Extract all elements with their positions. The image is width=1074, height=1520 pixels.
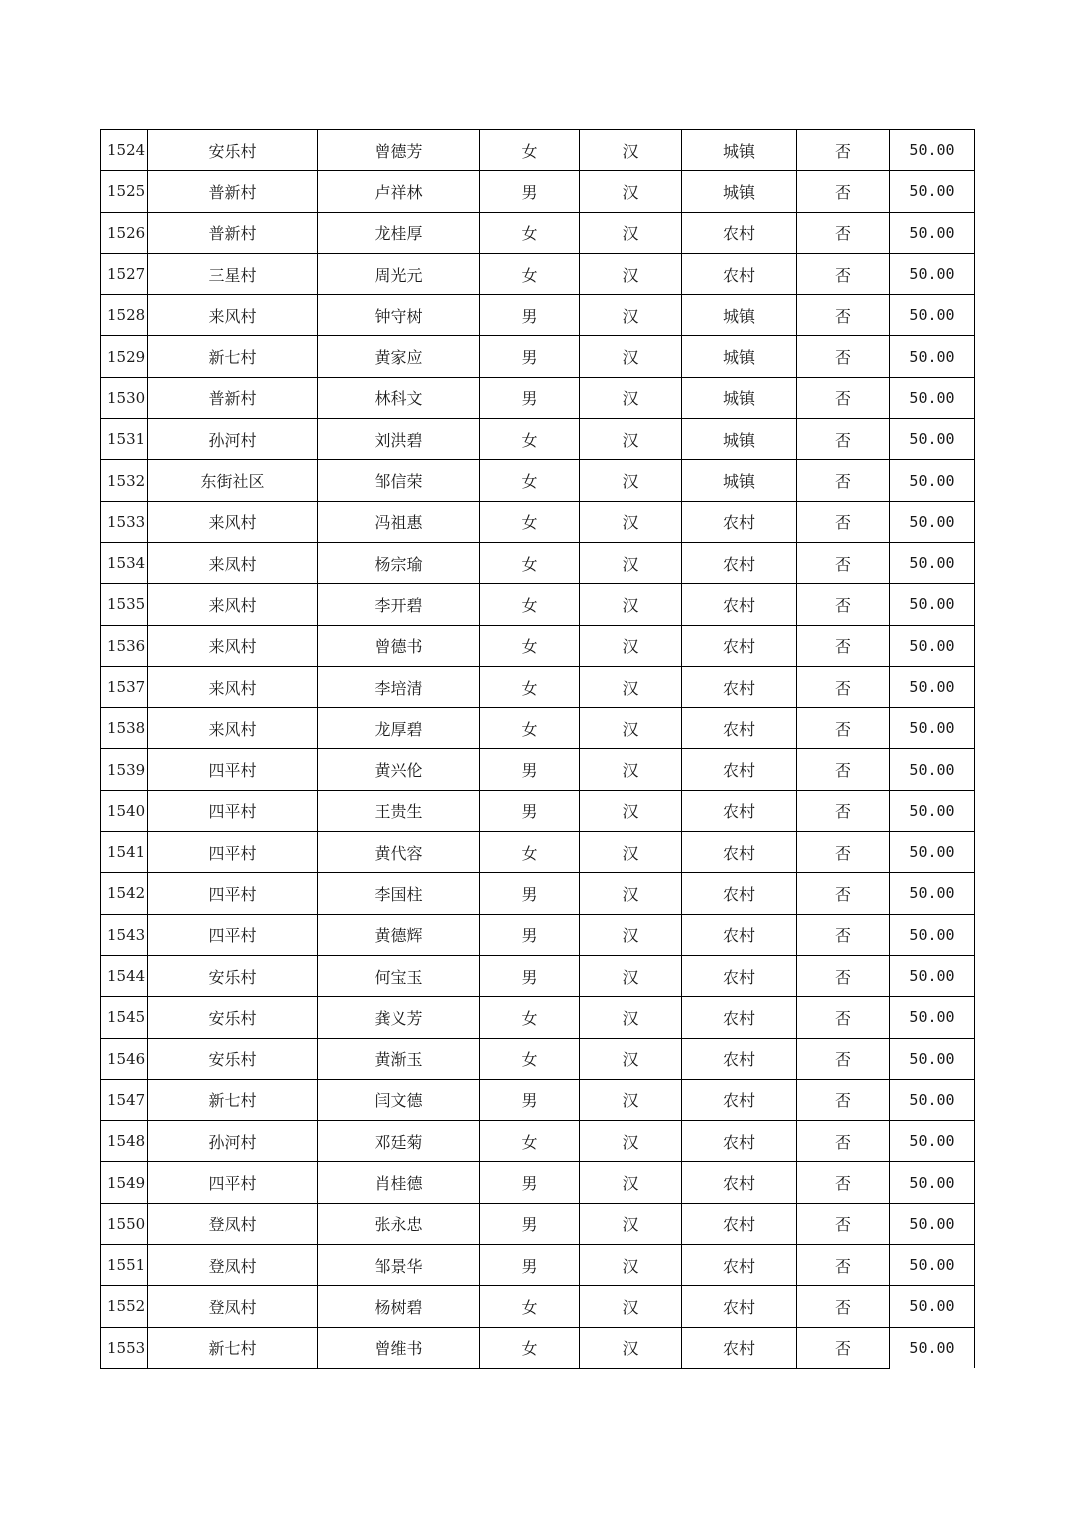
flag-cell: 否 (797, 542, 890, 583)
name-cell: 曾德芳 (318, 130, 480, 171)
serial-number-cell: 1539 (101, 749, 148, 790)
table-row (101, 1245, 975, 1286)
flag-cell: 否 (797, 1245, 890, 1286)
household-type-cell: 农村 (682, 212, 797, 253)
flag-cell: 否 (797, 130, 890, 171)
gender-cell: 男 (480, 1245, 580, 1286)
household-type-cell: 农村 (682, 1286, 797, 1327)
amount-cell: 50.00 (890, 419, 975, 460)
gender-cell: 女 (480, 832, 580, 873)
name-cell: 龙厚碧 (318, 708, 480, 749)
flag-cell: 否 (797, 790, 890, 831)
table-row (101, 171, 975, 212)
name-cell: 邹景华 (318, 1245, 480, 1286)
ethnicity-cell: 汉 (580, 1121, 682, 1162)
household-type-cell: 城镇 (682, 171, 797, 212)
table-row (101, 542, 975, 583)
serial-number-cell: 1550 (101, 1203, 148, 1244)
gender-cell: 女 (480, 997, 580, 1038)
village-cell: 来风村 (148, 584, 318, 625)
village-cell: 安乐村 (148, 997, 318, 1038)
table-row (101, 832, 975, 873)
ethnicity-cell: 汉 (580, 1079, 682, 1120)
flag-cell: 否 (797, 336, 890, 377)
name-cell: 龚义芳 (318, 997, 480, 1038)
table-row (101, 873, 975, 914)
household-type-cell: 农村 (682, 1245, 797, 1286)
village-cell: 四平村 (148, 873, 318, 914)
ethnicity-cell: 汉 (580, 253, 682, 294)
gender-cell: 男 (480, 955, 580, 996)
household-type-cell: 城镇 (682, 336, 797, 377)
name-cell: 冯祖惠 (318, 501, 480, 542)
name-cell: 黄渐玉 (318, 1038, 480, 1079)
ethnicity-cell: 汉 (580, 1038, 682, 1079)
name-cell: 刘洪碧 (318, 419, 480, 460)
table-row (101, 1038, 975, 1079)
village-cell: 登凤村 (148, 1203, 318, 1244)
gender-cell: 男 (480, 295, 580, 336)
village-cell: 四平村 (148, 914, 318, 955)
table-row (101, 708, 975, 749)
household-type-cell: 农村 (682, 1038, 797, 1079)
household-type-cell: 农村 (682, 1079, 797, 1120)
amount-cell: 50.00 (890, 1162, 975, 1203)
flag-cell: 否 (797, 1038, 890, 1079)
amount-cell: 50.00 (890, 336, 975, 377)
flag-cell: 否 (797, 1121, 890, 1162)
table-row (101, 955, 975, 996)
serial-number-cell: 1534 (101, 542, 148, 583)
gender-cell: 女 (480, 501, 580, 542)
flag-cell: 否 (797, 914, 890, 955)
household-type-cell: 农村 (682, 584, 797, 625)
name-cell: 黄兴伦 (318, 749, 480, 790)
amount-cell: 50.00 (890, 790, 975, 831)
flag-cell: 否 (797, 584, 890, 625)
roster-body (101, 130, 975, 1369)
ethnicity-cell: 汉 (580, 832, 682, 873)
household-type-cell: 农村 (682, 542, 797, 583)
serial-number-cell: 1546 (101, 1038, 148, 1079)
household-type-cell: 城镇 (682, 460, 797, 501)
serial-number-cell: 1543 (101, 914, 148, 955)
flag-cell: 否 (797, 749, 890, 790)
name-cell: 李培清 (318, 666, 480, 707)
gender-cell: 男 (480, 790, 580, 831)
household-type-cell: 农村 (682, 997, 797, 1038)
serial-number-cell: 1551 (101, 1245, 148, 1286)
serial-number-cell: 1531 (101, 419, 148, 460)
ethnicity-cell: 汉 (580, 171, 682, 212)
gender-cell: 女 (480, 542, 580, 583)
ethnicity-cell: 汉 (580, 336, 682, 377)
table-row (101, 419, 975, 460)
name-cell: 李开碧 (318, 584, 480, 625)
serial-number-cell: 1525 (101, 171, 148, 212)
serial-number-cell: 1542 (101, 873, 148, 914)
gender-cell: 女 (480, 1038, 580, 1079)
flag-cell: 否 (797, 501, 890, 542)
ethnicity-cell: 汉 (580, 377, 682, 418)
village-cell: 新七村 (148, 1079, 318, 1120)
serial-number-cell: 1547 (101, 1079, 148, 1120)
table-row (101, 295, 975, 336)
name-cell: 李国柱 (318, 873, 480, 914)
serial-number-cell: 1526 (101, 212, 148, 253)
name-cell: 卢祥林 (318, 171, 480, 212)
village-cell: 来风村 (148, 666, 318, 707)
roster-table (100, 129, 975, 1369)
serial-number-cell: 1524 (101, 130, 148, 171)
table-row (101, 790, 975, 831)
household-type-cell: 农村 (682, 914, 797, 955)
flag-cell: 否 (797, 1327, 890, 1368)
table-row (101, 1327, 975, 1368)
ethnicity-cell: 汉 (580, 212, 682, 253)
village-cell: 孙河村 (148, 1121, 318, 1162)
ethnicity-cell: 汉 (580, 584, 682, 625)
gender-cell: 女 (480, 1121, 580, 1162)
village-cell: 三星村 (148, 253, 318, 294)
amount-cell: 50.00 (890, 1121, 975, 1162)
gender-cell: 女 (480, 625, 580, 666)
name-cell: 肖桂德 (318, 1162, 480, 1203)
table-row (101, 460, 975, 501)
amount-cell: 50.00 (890, 914, 975, 955)
household-type-cell: 农村 (682, 832, 797, 873)
table-row (101, 253, 975, 294)
flag-cell: 否 (797, 460, 890, 501)
table-row (101, 336, 975, 377)
household-type-cell: 农村 (682, 253, 797, 294)
ethnicity-cell: 汉 (580, 460, 682, 501)
gender-cell: 女 (480, 708, 580, 749)
table-row (101, 1121, 975, 1162)
amount-cell: 50.00 (890, 1286, 975, 1327)
flag-cell: 否 (797, 832, 890, 873)
household-type-cell: 农村 (682, 1162, 797, 1203)
serial-number-cell: 1552 (101, 1286, 148, 1327)
gender-cell: 男 (480, 336, 580, 377)
serial-number-cell: 1549 (101, 1162, 148, 1203)
household-type-cell: 农村 (682, 1203, 797, 1244)
serial-number-cell: 1537 (101, 666, 148, 707)
serial-number-cell: 1533 (101, 501, 148, 542)
gender-cell: 女 (480, 419, 580, 460)
gender-cell: 女 (480, 666, 580, 707)
amount-cell: 50.00 (890, 955, 975, 996)
table-row (101, 584, 975, 625)
ethnicity-cell: 汉 (580, 295, 682, 336)
amount-cell: 50.00 (890, 460, 975, 501)
gender-cell: 男 (480, 1162, 580, 1203)
household-type-cell: 农村 (682, 955, 797, 996)
flag-cell: 否 (797, 666, 890, 707)
table-row (101, 666, 975, 707)
name-cell: 黄家应 (318, 336, 480, 377)
table-row (101, 997, 975, 1038)
flag-cell: 否 (797, 997, 890, 1038)
name-cell: 杨宗瑜 (318, 542, 480, 583)
ethnicity-cell: 汉 (580, 130, 682, 171)
gender-cell: 男 (480, 1079, 580, 1120)
amount-cell: 50.00 (890, 749, 975, 790)
flag-cell: 否 (797, 1079, 890, 1120)
ethnicity-cell: 汉 (580, 1245, 682, 1286)
name-cell: 张永忠 (318, 1203, 480, 1244)
serial-number-cell: 1544 (101, 955, 148, 996)
serial-number-cell: 1528 (101, 295, 148, 336)
village-cell: 四平村 (148, 749, 318, 790)
table-row (101, 914, 975, 955)
table-row (101, 1203, 975, 1244)
household-type-cell: 农村 (682, 790, 797, 831)
serial-number-cell: 1529 (101, 336, 148, 377)
serial-number-cell: 1527 (101, 253, 148, 294)
ethnicity-cell: 汉 (580, 955, 682, 996)
village-cell: 来风村 (148, 625, 318, 666)
gender-cell: 男 (480, 749, 580, 790)
gender-cell: 男 (480, 171, 580, 212)
village-cell: 安乐村 (148, 130, 318, 171)
village-cell: 四平村 (148, 1162, 318, 1203)
village-cell: 新七村 (148, 336, 318, 377)
flag-cell: 否 (797, 1162, 890, 1203)
village-cell: 来风村 (148, 295, 318, 336)
ethnicity-cell: 汉 (580, 542, 682, 583)
village-cell: 登凤村 (148, 1245, 318, 1286)
amount-cell: 50.00 (890, 584, 975, 625)
table-row (101, 1286, 975, 1327)
flag-cell: 否 (797, 1203, 890, 1244)
household-type-cell: 城镇 (682, 130, 797, 171)
household-type-cell: 城镇 (682, 419, 797, 460)
village-cell: 四平村 (148, 790, 318, 831)
name-cell: 黄代容 (318, 832, 480, 873)
name-cell: 周光元 (318, 253, 480, 294)
amount-cell: 50.00 (890, 832, 975, 873)
name-cell: 邹信荣 (318, 460, 480, 501)
amount-cell: 50.00 (890, 295, 975, 336)
amount-cell: 50.00 (890, 625, 975, 666)
flag-cell: 否 (797, 295, 890, 336)
amount-cell: 50.00 (890, 1245, 975, 1286)
household-type-cell: 农村 (682, 1121, 797, 1162)
household-type-cell: 农村 (682, 749, 797, 790)
household-type-cell: 农村 (682, 501, 797, 542)
flag-cell: 否 (797, 625, 890, 666)
serial-number-cell: 1541 (101, 832, 148, 873)
ethnicity-cell: 汉 (580, 419, 682, 460)
serial-number-cell: 1545 (101, 997, 148, 1038)
table-row (101, 130, 975, 171)
ethnicity-cell: 汉 (580, 1327, 682, 1368)
name-cell: 林科文 (318, 377, 480, 418)
name-cell: 何宝玉 (318, 955, 480, 996)
table-row (101, 212, 975, 253)
amount-cell: 50.00 (890, 253, 975, 294)
gender-cell: 女 (480, 1327, 580, 1368)
flag-cell: 否 (797, 955, 890, 996)
name-cell: 王贵生 (318, 790, 480, 831)
name-cell: 邓廷菊 (318, 1121, 480, 1162)
serial-number-cell: 1540 (101, 790, 148, 831)
ethnicity-cell: 汉 (580, 1162, 682, 1203)
name-cell: 钟守树 (318, 295, 480, 336)
amount-cell: 50.00 (890, 1203, 975, 1244)
ethnicity-cell: 汉 (580, 708, 682, 749)
flag-cell: 否 (797, 419, 890, 460)
amount-cell: 50.00 (890, 1079, 975, 1120)
household-type-cell: 农村 (682, 708, 797, 749)
amount-cell: 50.00 (890, 1327, 975, 1368)
table-row (101, 501, 975, 542)
table-row (101, 625, 975, 666)
household-type-cell: 城镇 (682, 295, 797, 336)
amount-cell: 50.00 (890, 377, 975, 418)
village-cell: 普新村 (148, 171, 318, 212)
village-cell: 四平村 (148, 832, 318, 873)
flag-cell: 否 (797, 708, 890, 749)
gender-cell: 女 (480, 130, 580, 171)
flag-cell: 否 (797, 377, 890, 418)
village-cell: 普新村 (148, 377, 318, 418)
table-row (101, 1162, 975, 1203)
amount-cell: 50.00 (890, 171, 975, 212)
amount-cell: 50.00 (890, 212, 975, 253)
table-row (101, 377, 975, 418)
village-cell: 来凤村 (148, 542, 318, 583)
serial-number-cell: 1536 (101, 625, 148, 666)
household-type-cell: 农村 (682, 873, 797, 914)
serial-number-cell: 1548 (101, 1121, 148, 1162)
village-cell: 来风村 (148, 501, 318, 542)
ethnicity-cell: 汉 (580, 1286, 682, 1327)
ethnicity-cell: 汉 (580, 790, 682, 831)
village-cell: 登凤村 (148, 1286, 318, 1327)
village-cell: 安乐村 (148, 1038, 318, 1079)
amount-cell: 50.00 (890, 666, 975, 707)
household-type-cell: 农村 (682, 1327, 797, 1368)
name-cell: 杨树碧 (318, 1286, 480, 1327)
village-cell: 安乐村 (148, 955, 318, 996)
amount-cell: 50.00 (890, 873, 975, 914)
flag-cell: 否 (797, 873, 890, 914)
amount-cell: 50.00 (890, 708, 975, 749)
household-type-cell: 农村 (682, 625, 797, 666)
ethnicity-cell: 汉 (580, 749, 682, 790)
amount-cell: 50.00 (890, 542, 975, 583)
village-cell: 来风村 (148, 708, 318, 749)
amount-cell: 50.00 (890, 997, 975, 1038)
name-cell: 曾维书 (318, 1327, 480, 1368)
gender-cell: 男 (480, 873, 580, 914)
amount-cell: 50.00 (890, 130, 975, 171)
ethnicity-cell: 汉 (580, 873, 682, 914)
household-type-cell: 城镇 (682, 377, 797, 418)
village-cell: 孙河村 (148, 419, 318, 460)
ethnicity-cell: 汉 (580, 1203, 682, 1244)
amount-cell: 50.00 (890, 1038, 975, 1079)
gender-cell: 男 (480, 914, 580, 955)
gender-cell: 女 (480, 584, 580, 625)
ethnicity-cell: 汉 (580, 914, 682, 955)
table-row (101, 749, 975, 790)
village-cell: 普新村 (148, 212, 318, 253)
serial-number-cell: 1530 (101, 377, 148, 418)
flag-cell: 否 (797, 212, 890, 253)
serial-number-cell: 1535 (101, 584, 148, 625)
village-cell: 新七村 (148, 1327, 318, 1368)
gender-cell: 女 (480, 1286, 580, 1327)
ethnicity-cell: 汉 (580, 666, 682, 707)
flag-cell: 否 (797, 1286, 890, 1327)
serial-number-cell: 1538 (101, 708, 148, 749)
name-cell: 黄德辉 (318, 914, 480, 955)
table-row (101, 1079, 975, 1120)
ethnicity-cell: 汉 (580, 501, 682, 542)
name-cell: 龙桂厚 (318, 212, 480, 253)
village-cell: 东街社区 (148, 460, 318, 501)
amount-cell: 50.00 (890, 501, 975, 542)
serial-number-cell: 1532 (101, 460, 148, 501)
gender-cell: 女 (480, 212, 580, 253)
serial-number-cell: 1553 (101, 1327, 148, 1368)
flag-cell: 否 (797, 171, 890, 212)
ethnicity-cell: 汉 (580, 625, 682, 666)
gender-cell: 女 (480, 460, 580, 501)
name-cell: 曾德书 (318, 625, 480, 666)
name-cell: 闫文德 (318, 1079, 480, 1120)
gender-cell: 男 (480, 377, 580, 418)
gender-cell: 女 (480, 253, 580, 294)
ethnicity-cell: 汉 (580, 997, 682, 1038)
gender-cell: 男 (480, 1203, 580, 1244)
household-type-cell: 农村 (682, 666, 797, 707)
flag-cell: 否 (797, 253, 890, 294)
